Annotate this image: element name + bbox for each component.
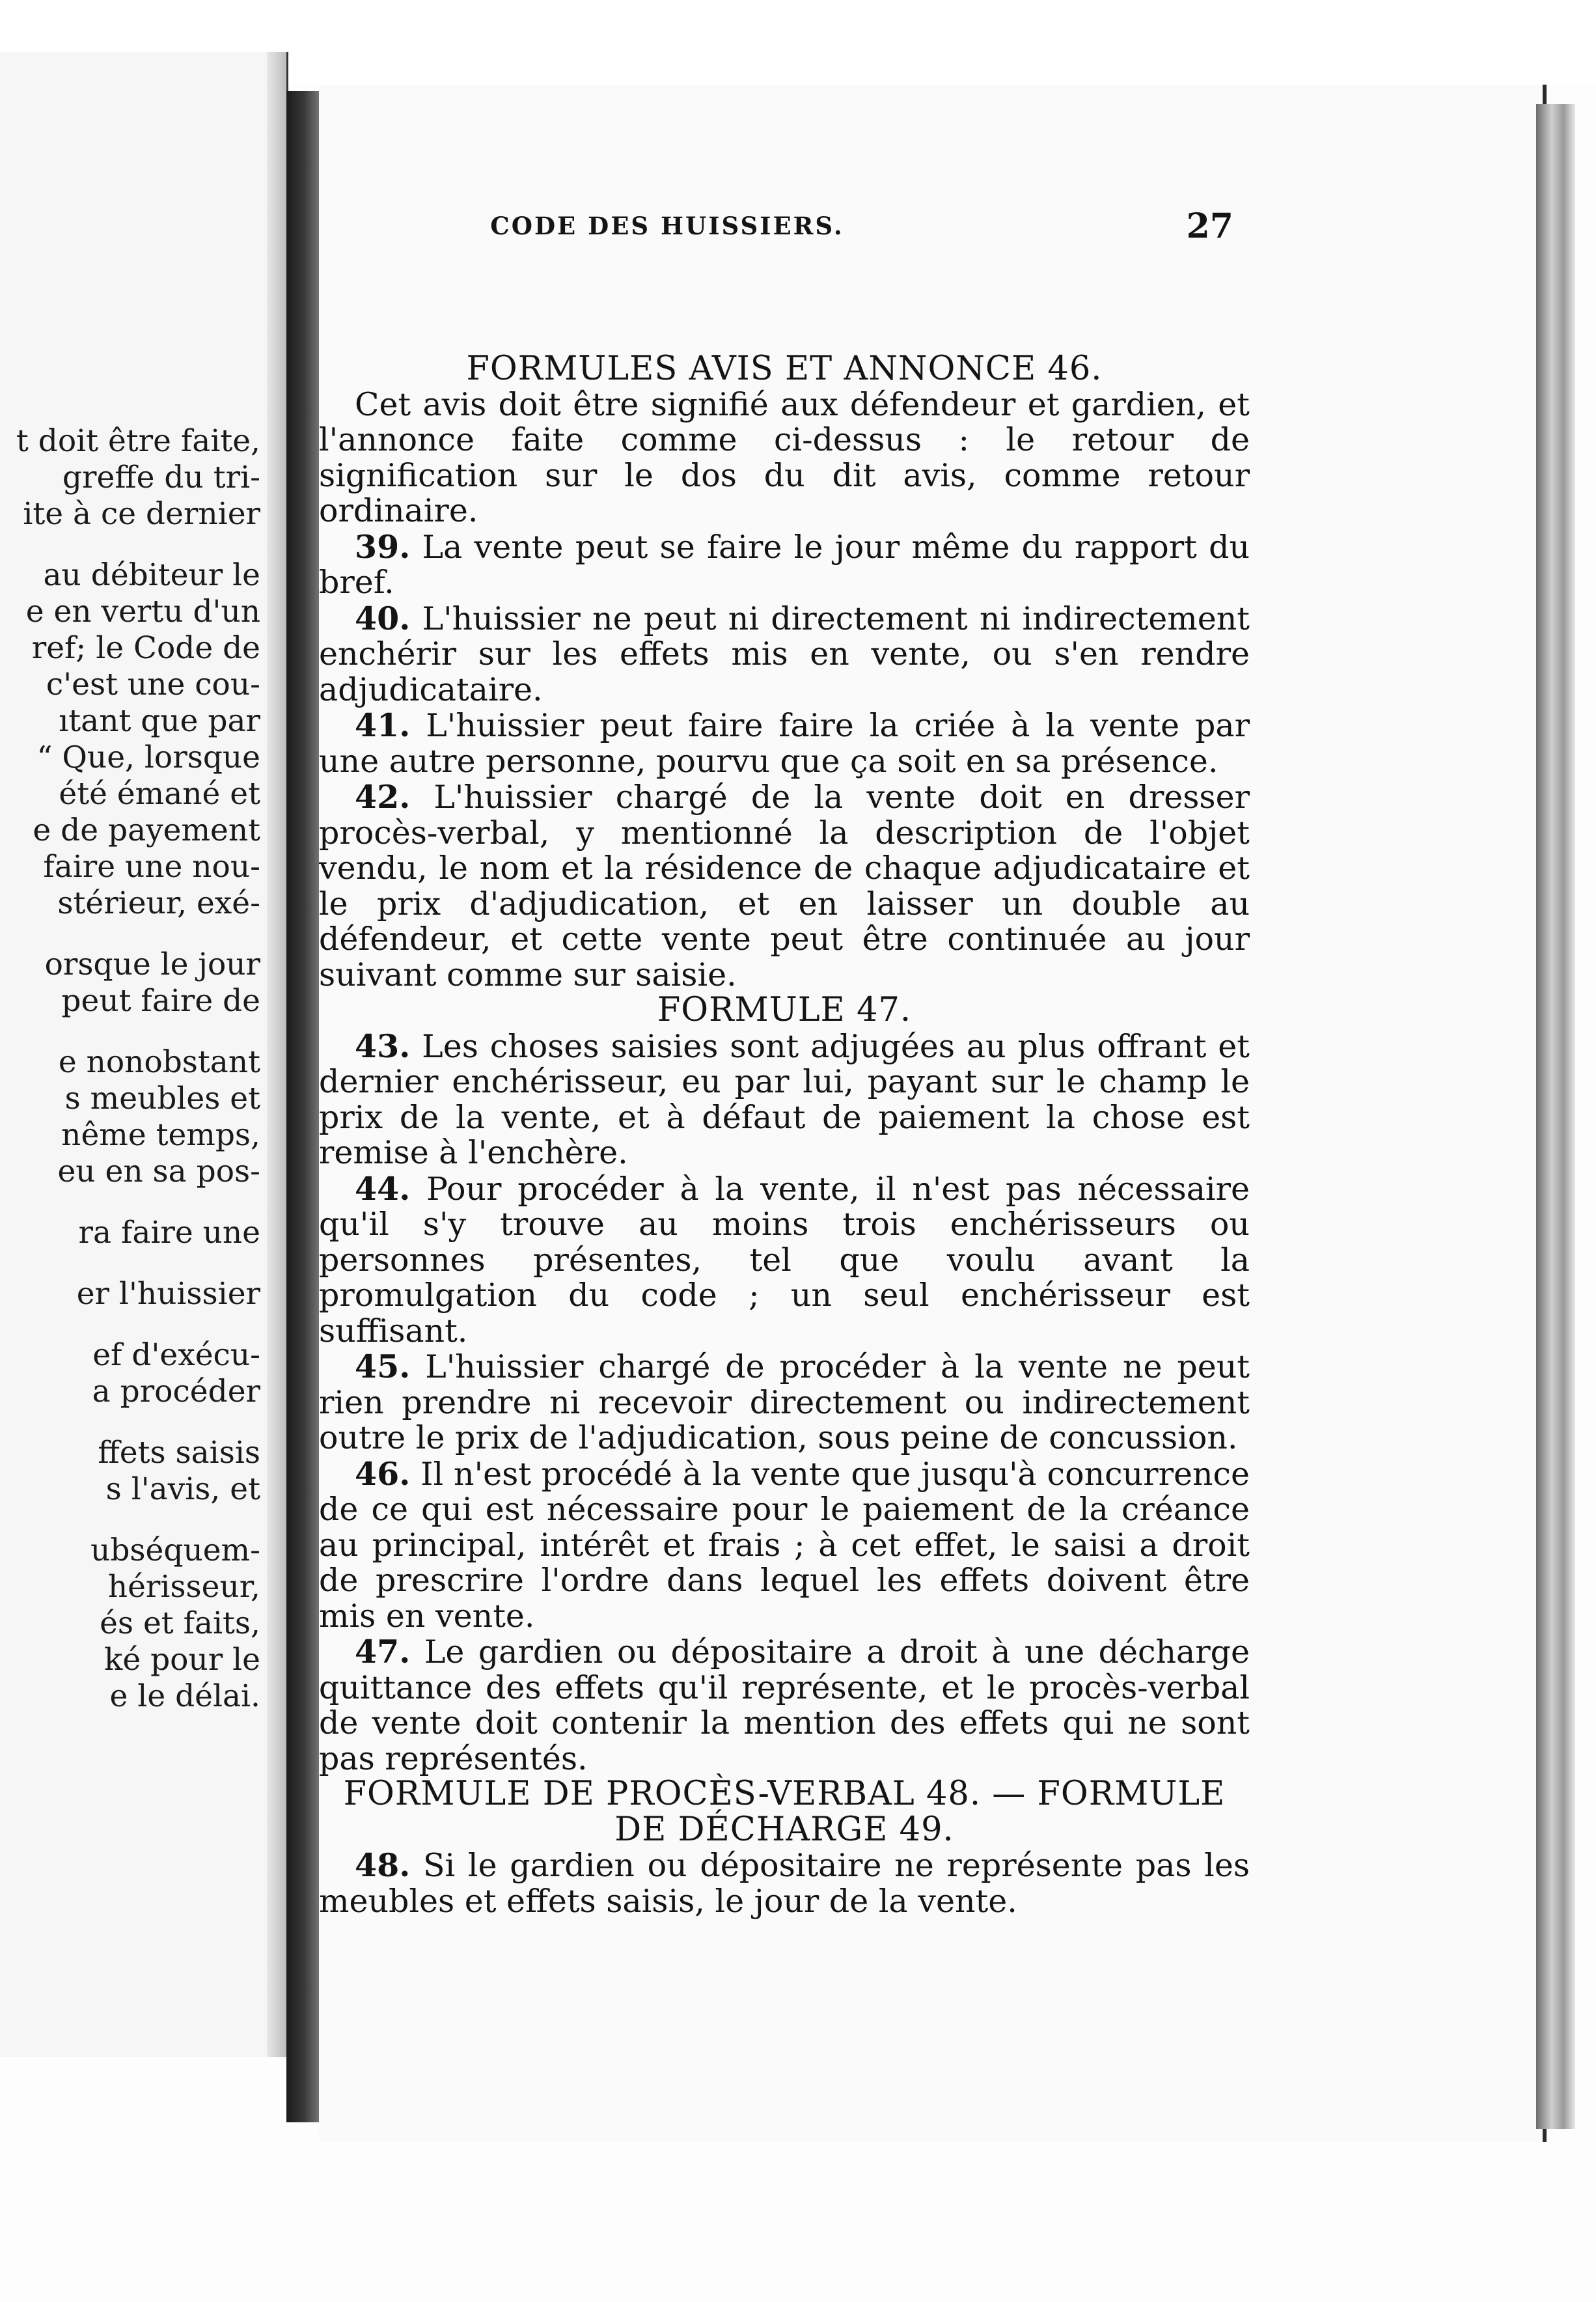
previous-page-text <box>16 423 260 1715</box>
paragraph: Cet avis doit être signifié aux défendeur et gardien, et l'annonce faite comme ci-dessus : le retour de signification sur le dos du dit avis, comme retour ordinaire. <box>319 385 1250 529</box>
previous-page-line: és et faits, <box>100 1605 260 1641</box>
article-text: La vente peut se faire le jour même du rapport du bref. <box>319 528 1250 601</box>
article-46 <box>319 1456 1250 1635</box>
previous-page-line: ké pour le <box>103 1642 260 1678</box>
previous-page-line: er l'huissier <box>76 1276 260 1312</box>
previous-page-line: ite à ce dernier <box>23 496 260 532</box>
article-44 <box>319 1171 1250 1350</box>
article-text: L'huissier ne peut ni directement ni indirectement enchérir sur les effets mis en vente, ou s'en rendre adjudicataire. <box>319 600 1250 708</box>
previous-page-line: nême temps, <box>61 1117 260 1153</box>
article-number: 39. <box>355 527 411 566</box>
previous-page-line <box>16 1410 260 1435</box>
previous-page-fragment <box>0 52 288 2057</box>
article-39 <box>319 529 1250 601</box>
page-fold-shadow <box>267 52 286 2057</box>
article-text: L'huissier peut faire faire la criée à la vente par une autre personne, pourvu que ça soit en sa présence. <box>319 707 1250 780</box>
previous-page-line: s meubles et <box>64 1081 260 1116</box>
article-number: 42. <box>355 778 411 816</box>
article-40 <box>319 601 1250 708</box>
previous-page-line: ffets saisis <box>98 1435 260 1471</box>
previous-page-line: e en vertu d'un <box>25 594 260 630</box>
previous-page-line: orsque le jour <box>44 947 260 982</box>
article-48 <box>319 1848 1250 1919</box>
previous-page-line: hérisseur, <box>107 1569 260 1605</box>
previous-page-line: a procéder <box>92 1374 260 1409</box>
page-number: 27 <box>1186 206 1233 246</box>
article-47 <box>319 1634 1250 1777</box>
previous-page-line: faire une nou- <box>43 849 260 885</box>
previous-page-line: ref; le Code de <box>31 630 260 666</box>
article-text: Pour procéder à la vente, il n'est pas nécessaire qu'il s'y trouve au moins trois enchérisseurs ou personnes présentes, tel que voulu avant la promulgation du code ; un seul enchérisseur est suffisant. <box>319 1170 1250 1350</box>
previous-page-line: t doit être faite, <box>16 423 260 459</box>
running-title: CODE DES HUISSIERS. <box>490 212 844 240</box>
article-text: Il n'est procédé à la vente que jusqu'à concurrence de ce qui est nécessaire pour le paiement de la créance au principal, intérêt et frais ; à cet effet, le saisi a droit de prescrire l'ordre dans lequel les effets doivent être mis en vente. <box>319 1455 1250 1635</box>
article-43 <box>319 1029 1250 1171</box>
article-number: 45. <box>355 1348 411 1385</box>
article-number: 43. <box>355 1027 411 1065</box>
running-head <box>312 206 1250 257</box>
previous-page-line <box>16 1312 260 1337</box>
article-number: 47. <box>355 1633 411 1671</box>
previous-page-line: c'est une cou- <box>46 667 260 702</box>
previous-page-line: ubséquem- <box>90 1532 260 1568</box>
previous-page-line: “ Que, lorsque <box>36 740 260 775</box>
article-number: 41. <box>355 706 411 744</box>
article-text: L'huissier chargé de la vente doit en dresser procès-verbal, y mentionné la description de l'objet vendu, le nom et la résidence de chaque adjudicataire et le prix d'adjudication, et en laisser un double au défendeur, et cette vente peut être continuée au jour suivant comme sur saisie. <box>319 779 1250 993</box>
previous-page-line: e nonobstant <box>58 1044 260 1080</box>
previous-page-line: e le délai. <box>109 1678 260 1714</box>
previous-page-line: ef d'exécu- <box>92 1337 260 1373</box>
page-edges <box>1536 104 1575 2129</box>
article-number: 46. <box>355 1454 411 1493</box>
article-number: 44. <box>355 1169 411 1208</box>
previous-page-line <box>16 1019 260 1044</box>
article-number: 48. <box>355 1846 411 1884</box>
section-heading-continued: DE DÉCHARGE 49. <box>614 1810 954 1849</box>
previous-page-line <box>16 922 260 947</box>
page-body <box>319 352 1250 1919</box>
previous-page-line: été émané et <box>59 776 260 812</box>
previous-page-line: eu en sa pos- <box>57 1154 260 1189</box>
previous-page-line: ra faire une <box>78 1215 260 1251</box>
previous-page-line <box>16 1508 260 1532</box>
previous-page-line: au débiteur le <box>43 557 260 593</box>
article-text: Le gardien ou dépositaire a droit à une décharge quittance des effets qu'il représente, et le procès-verbal de vente doit contenir la mention des effets qui ne sont pas représentés. <box>319 1633 1250 1777</box>
previous-page-line: peut faire de <box>61 983 260 1019</box>
article-text: Si le gardien ou dépositaire ne représente pas les meubles et effets saisis, le jour de la vente. <box>319 1847 1250 1920</box>
article-text: Les choses saisies sont adjugées au plus offrant et dernier enchérisseur, eu par lui, payant sur le champ le prix de la vente, et à défaut de paiement la chose est remise à l'enchère. <box>319 1027 1250 1171</box>
article-41 <box>319 708 1250 779</box>
article-text: L'huissier chargé de procéder à la vente ne peut rien prendre ni recevoir directement ou indirectement outre le prix de l'adjudication, sous peine de concussion. <box>319 1348 1250 1456</box>
previous-page-line <box>16 1251 260 1276</box>
section-heading: FORMULE 47. <box>657 991 912 1029</box>
previous-page-line: ıtant que par <box>59 703 260 739</box>
section-heading: FORMULE DE PROCÈS-VERBAL 48. — FORMULE <box>343 1775 1226 1813</box>
article-42 <box>319 779 1250 993</box>
previous-page-line: greffe du tri- <box>62 460 260 495</box>
previous-page-line: e de payement <box>33 812 260 848</box>
section-heading: FORMULES AVIS ET ANNONCE 46. <box>466 350 1103 388</box>
previous-page-line: s l'avis, et <box>105 1471 260 1507</box>
article-45 <box>319 1349 1250 1456</box>
previous-page-line <box>16 1190 260 1215</box>
article-number: 40. <box>355 599 411 637</box>
previous-page-line: stérieur, exé- <box>57 885 260 921</box>
previous-page-line <box>16 533 260 557</box>
